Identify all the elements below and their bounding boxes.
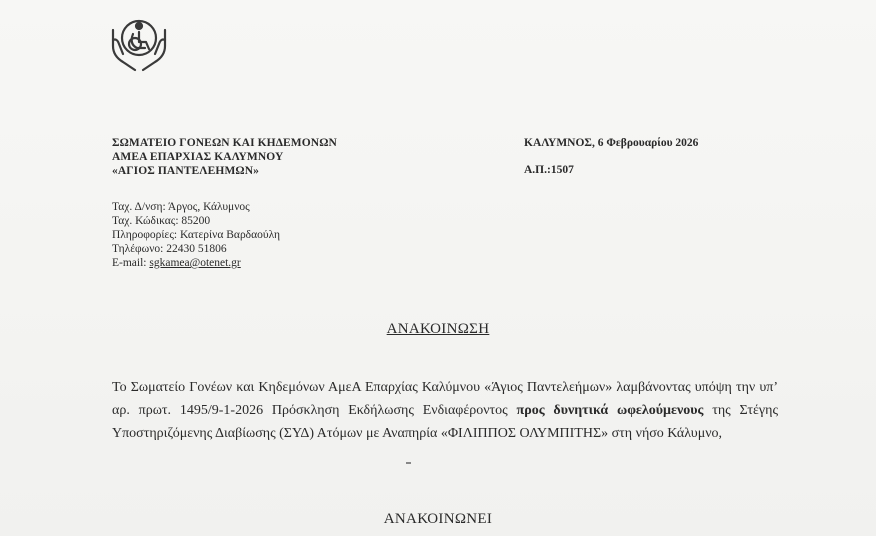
document-title-wrap xyxy=(0,321,876,338)
contact-info: Πληροφορίες: Κατερίνα Βαρδαούλη xyxy=(112,229,281,241)
body-paragraph xyxy=(112,376,778,445)
organization-line-3: «ΑΓΙΟΣ ΠΑΝΤΕΛΕΗΜΩΝ» xyxy=(112,165,259,177)
organization-name xyxy=(112,136,337,178)
protocol-number: Α.Π.:1507 xyxy=(524,164,574,176)
body-text-1: Το Σωματείο Γονέων και Κηδεμόνων ΑμεΑ Επαρχίας Καλύμνου «Άγιος Παντελεήμων» λαμβάνοντας υπόψη την υπ’ αρ. πρωτ. 1495/9-1-2026 Πρόσκληση Εκδήλωσης Ενδιαφέροντος xyxy=(112,380,778,418)
organization-logo xyxy=(103,10,175,82)
document-title: ΑΝΑΚΟΙΝΩΣΗ xyxy=(386,321,490,337)
document-date: ΚΑΛΥΜΝΟΣ, 6 Φεβρουαρίου 2026 xyxy=(524,137,699,149)
contact-address: Ταχ. Δ/νση: Άργος, Κάλυμνος xyxy=(112,201,250,213)
organization-line-2: ΑΜΕΑ ΕΠΑΡΧΙΑΣ ΚΑΛΥΜΝΟΥ xyxy=(112,151,284,163)
body-text-2: της Στέγης Υποστηριζόμενης Διαβίωσης (ΣΥΔ) Ατόμων με Αναπηρία «ΦΙΛΙΠΠΟΣ ΟΛΥΜΠΙΤΗΣ» στη νήσο Κάλυμνο, xyxy=(112,403,778,441)
contact-email-label: E-mail: xyxy=(112,257,150,269)
contact-email-row xyxy=(112,256,280,270)
announcement-heading: ΑΝΑΚΟΙΝΩΝΕΙ xyxy=(383,511,493,527)
email-link[interactable]: sgkamea@otenet.gr xyxy=(149,257,241,269)
contact-block xyxy=(112,200,280,270)
contact-phone: Τηλέφωνο: 22430 51806 xyxy=(112,243,227,255)
organization-line-1: ΣΩΜΑΤΕΙΟ ΓΟΝΕΩΝ ΚΑΙ ΚΗΔΕΜΟΝΩΝ xyxy=(112,137,337,149)
contact-postal-code: Ταχ. Κώδικας: 85200 xyxy=(112,215,211,227)
body-text-bold: προς δυνητικά ωφελούμενους xyxy=(516,403,704,418)
scan-speck xyxy=(406,462,411,464)
